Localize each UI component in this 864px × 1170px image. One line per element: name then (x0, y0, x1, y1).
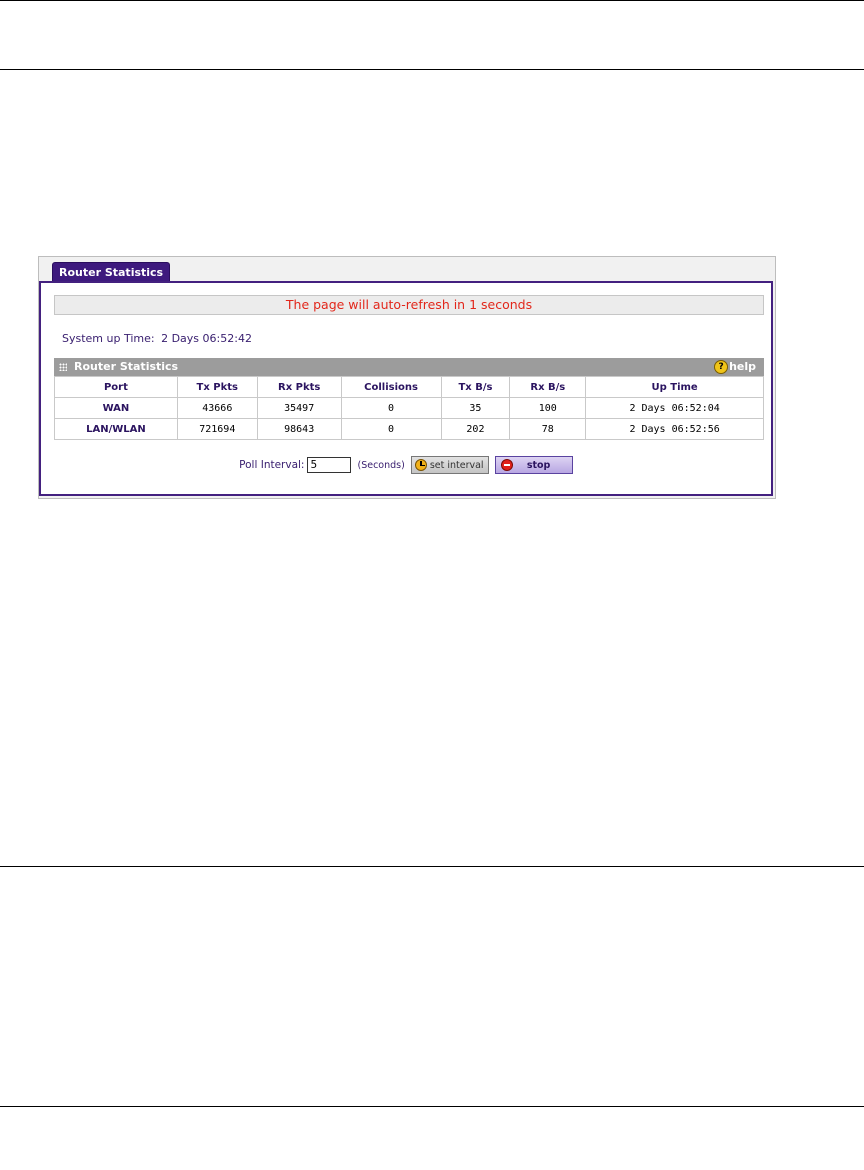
poll-interval-row (41, 454, 771, 476)
table-row (55, 419, 764, 440)
table-header-row (55, 377, 764, 398)
help-label: help (729, 360, 756, 373)
tx-bs-cell: 202 (441, 419, 510, 440)
column-header-rx-pkts: Rx Pkts (257, 377, 341, 398)
column-header-tx-pkts: Tx Pkts (177, 377, 257, 398)
rx-bs-cell: 100 (510, 398, 586, 419)
stop-label: stop (526, 459, 551, 471)
help-icon: ? (714, 360, 728, 374)
collisions-cell: 0 (341, 398, 441, 419)
up-time-cell: 2 Days 06:52:04 (586, 398, 764, 419)
rx-bs-cell: 78 (510, 419, 586, 440)
poll-interval-input[interactable] (307, 457, 351, 473)
rx-pkts-cell: 98643 (257, 419, 341, 440)
up-time-cell: 2 Days 06:52:56 (586, 419, 764, 440)
rx-pkts-cell: 35497 (257, 398, 341, 419)
system-uptime-value: 2 Days 06:52:42 (161, 332, 252, 345)
grip-icon (59, 363, 67, 371)
table-row (55, 398, 764, 419)
column-header-rx-bs: Rx B/s (510, 377, 586, 398)
clock-icon (415, 459, 427, 471)
help-link[interactable] (714, 359, 756, 375)
system-uptime (62, 332, 252, 345)
set-interval-label: set interval (429, 459, 484, 471)
column-header-up-time: Up Time (586, 377, 764, 398)
top-rule (0, 0, 864, 1)
statistics-panel (39, 281, 773, 496)
poll-interval-unit: (Seconds) (357, 459, 405, 471)
divider-rule (0, 866, 864, 867)
tab-router-statistics[interactable]: Router Statistics (52, 262, 170, 283)
router-statistics-screenshot (38, 256, 776, 499)
port-cell: LAN/WLAN (55, 419, 178, 440)
tx-pkts-cell: 43666 (177, 398, 257, 419)
auto-refresh-message: The page will auto-refresh in 1 seconds (54, 295, 764, 315)
footer-rule (0, 1106, 864, 1107)
tx-pkts-cell: 721694 (177, 419, 257, 440)
collisions-cell: 0 (341, 419, 441, 440)
set-interval-button[interactable] (411, 456, 489, 474)
tx-bs-cell: 35 (441, 398, 510, 419)
system-uptime-label: System up Time: (62, 332, 155, 345)
section-title: Router Statistics (74, 360, 179, 373)
column-header-collisions: Collisions (341, 377, 441, 398)
stop-button[interactable] (495, 456, 573, 474)
section-header (54, 358, 764, 376)
column-header-port: Port (55, 377, 178, 398)
poll-interval-label: Poll Interval: (239, 459, 305, 471)
statistics-table (54, 376, 764, 440)
stop-icon (501, 459, 513, 471)
header-rule (0, 69, 864, 70)
column-header-tx-bs: Tx B/s (441, 377, 510, 398)
port-cell: WAN (55, 398, 178, 419)
